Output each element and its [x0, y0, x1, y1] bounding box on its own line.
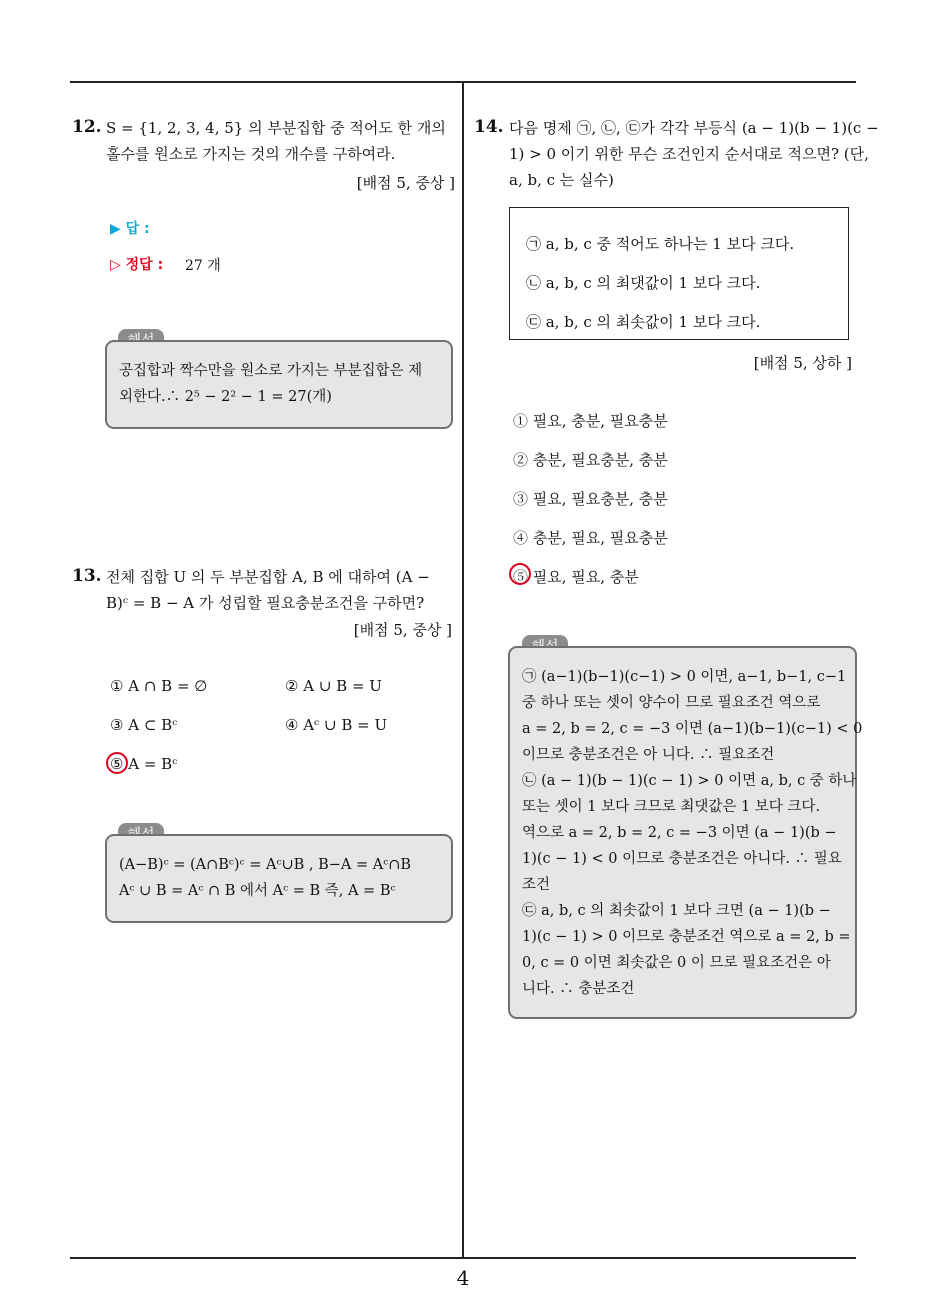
- q14-solution-line-6: 또는 셋이 1 보다 크므로 최댓값은 1 보다 크다.: [522, 799, 821, 815]
- q14-solution-line-13: 니다. ∴ 충분조건: [522, 981, 635, 997]
- q14-text-line-2: 1) > 0 이기 위한 무슨 조건인지 순서대로 적으면? (단,: [509, 145, 869, 163]
- q14-solution-line-11: 1)(c − 1) > 0 이므로 충분조건 역으로 a = 2, b =: [522, 929, 851, 945]
- column-divider: [462, 83, 464, 1257]
- q13-choice-2[interactable]: ② A ∪ B = U: [285, 677, 382, 695]
- q14-condition-2: ㉡ a, b, c 의 최댓값이 1 보다 크다.: [526, 274, 761, 292]
- q14-solution-line-7: 역으로 a = 2, b = 2, c = −3 이면 (a − 1)(b −: [522, 825, 837, 841]
- q14-choice-5[interactable]: ⑤ 필요, 필요, 충분: [513, 568, 639, 586]
- q14-solution-line-5: ㉡ (a − 1)(b − 1)(c − 1) > 0 이면 a, b, c 중 하나: [522, 773, 857, 789]
- q12-solution-line-2: 외한다.∴ 2⁵ − 2² − 1 = 27(개): [119, 389, 332, 405]
- q13-answer-circle-mark: [106, 752, 128, 774]
- bottom-rule: [70, 1257, 856, 1259]
- q13-choice-3[interactable]: ③ A ⊂ Bᶜ: [110, 716, 178, 734]
- q13-choice-1[interactable]: ① A ∩ B = ∅: [110, 677, 208, 695]
- q14-condition-box: [509, 207, 849, 340]
- q13-solution-box: [105, 834, 453, 923]
- q14-condition-1: ㉠ a, b, c 중 적어도 하나는 1 보다 크다.: [526, 235, 795, 253]
- q14-text-line-1: 다음 명제 ㉠, ㉡, ㉢가 각각 부등식 (a − 1)(b − 1)(c −: [509, 119, 879, 137]
- q12-number: 12.: [72, 117, 102, 137]
- q14-solution-line-1: ㉠ (a−1)(b−1)(c−1) > 0 이면, a−1, b−1, c−1: [522, 669, 847, 685]
- q14-solution-box: [508, 646, 863, 1019]
- q14-answer-circle-mark: [509, 563, 531, 585]
- q14-solution-line-8: 1)(c − 1) < 0 이므로 충분조건은 아니다. ∴ 필요: [522, 851, 842, 867]
- q14-number: 14.: [474, 117, 504, 137]
- q14-choice-4[interactable]: ④ 충분, 필요, 필요충분: [513, 529, 668, 547]
- q14-condition-3: ㉢ a, b, c 의 최솟값이 1 보다 크다.: [526, 313, 761, 331]
- q12-score: [배점 5, 중상 ]: [356, 174, 455, 192]
- q12-answer-label: ▶ 답 :: [110, 221, 150, 237]
- q14-solution-line-10: ㉢ a, b, c 의 최솟값이 1 보다 크면 (a − 1)(b −: [522, 903, 831, 919]
- q13-solution-line-2: Aᶜ ∪ B = Aᶜ ∩ B 에서 Aᶜ = B 즉, A = Bᶜ: [119, 883, 396, 899]
- q14-solution-line-9: 조건: [522, 877, 551, 893]
- q13-text-line-1: 전체 집합 U 의 두 부분집합 A, B 에 대하여 (A −: [106, 568, 430, 586]
- q14-choice-1[interactable]: ① 필요, 충분, 필요충분: [513, 412, 668, 430]
- page-number: 4: [456, 1266, 470, 1290]
- q13-choice-4[interactable]: ④ Aᶜ ∪ B = U: [285, 716, 388, 734]
- q12-correct-label: ▷ 정답 :: [110, 257, 164, 273]
- q14-score: [배점 5, 상하 ]: [753, 354, 852, 372]
- q12-text-line-2: 홀수를 원소로 가지는 것의 개수를 구하여라.: [106, 145, 396, 163]
- q14-solution-line-3: a = 2, b = 2, c = −3 이면 (a−1)(b−1)(c−1) < 0: [522, 721, 863, 737]
- q14-text-line-3: a, b, c 는 실수): [509, 171, 614, 189]
- q14-choice-2[interactable]: ② 충분, 필요충분, 충분: [513, 451, 668, 469]
- q13-solution-line-1: (A−B)ᶜ = (A∩Bᶜ)ᶜ = Aᶜ∪B , B−A = Aᶜ∩B: [119, 857, 412, 873]
- q12-solution-line-1: 공집합과 짝수만을 원소로 가지는 부분집합은 제: [119, 363, 423, 379]
- q13-choice-5[interactable]: ⑤ A = Bᶜ: [110, 755, 178, 773]
- q12-text-line-1: S = {1, 2, 3, 4, 5} 의 부분집합 중 적어도 한 개의: [106, 119, 446, 137]
- q13-score: [배점 5, 중상 ]: [353, 621, 452, 639]
- q13-text-line-2: B)ᶜ = B − A 가 성립할 필요충분조건을 구하면?: [106, 594, 425, 612]
- q12-solution-box: [105, 340, 453, 429]
- q13-number: 13.: [72, 566, 102, 586]
- q14-choice-3[interactable]: ③ 필요, 필요충분, 충분: [513, 490, 668, 508]
- q12-correct-value: 27 개: [185, 258, 221, 274]
- q14-solution-line-12: 0, c = 0 이면 최솟값은 0 이 므로 필요조건은 아: [522, 955, 831, 971]
- q14-solution-line-4: 이므로 충분조건은 아 니다. ∴ 필요조건: [522, 747, 775, 763]
- q14-solution-line-2: 중 하나 또는 셋이 양수이 므로 필요조건 역으로: [522, 695, 821, 711]
